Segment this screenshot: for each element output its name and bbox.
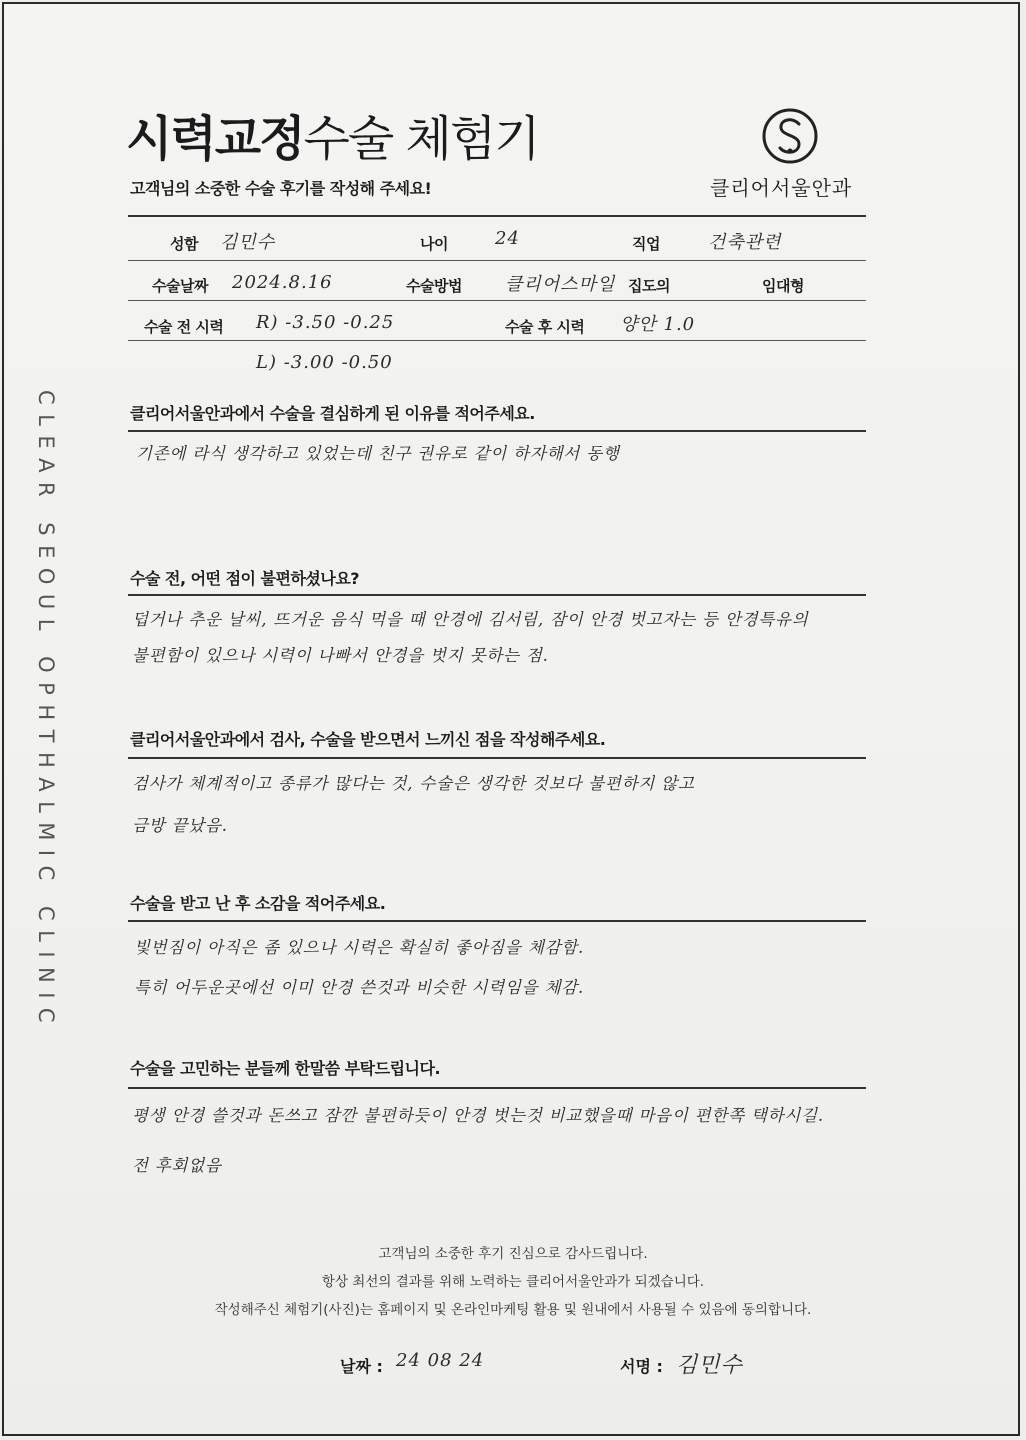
question-4-rule: [128, 920, 866, 922]
clinic-logo-icon: [760, 106, 820, 166]
date-value: 2024.8.16: [232, 272, 333, 293]
date-label: 수술날짜: [152, 277, 208, 295]
pre-vision-label: 수술 전 시력: [144, 318, 224, 336]
method-label: 수술방법: [406, 277, 462, 295]
signature-label: 서명 :: [620, 1357, 663, 1376]
footer-line-2: 항상 최선의 결과를 위해 노력하는 클리어서울안과가 되겠습니다.: [321, 1274, 705, 1290]
form-rule-3: [128, 340, 866, 341]
post-vision-label: 수술 후 시력: [505, 318, 585, 336]
post-vision-value: 양안 1.0: [620, 314, 696, 335]
question-5-title: 수술을 고민하는 분들께 한말씀 부탁드립니다.: [130, 1059, 441, 1078]
method-value: 클리어스마일: [505, 274, 616, 295]
job-value: 건축관련: [708, 232, 782, 253]
question-3-title: 클리어서울안과에서 검사, 수술을 받으면서 느끼신 점을 작성해주세요.: [130, 730, 606, 749]
question-5-rule: [128, 1087, 866, 1089]
page-subtitle: 고객님의 소중한 수술 후기를 작성해 주세요!: [130, 179, 432, 198]
age-value: 24: [495, 228, 520, 249]
question-4-answer-line: 특히 어두운곳에선 이미 안경 쓴것과 비슷한 시력임을 체감.: [134, 978, 585, 997]
signature-value: 김민수: [676, 1353, 743, 1378]
form-top-rule: [128, 215, 866, 217]
age-label: 나이: [420, 235, 448, 253]
title-bold: 시력교정: [126, 111, 304, 167]
name-label: 성함: [170, 235, 198, 253]
question-4-answer-line: 빛번짐이 아직은 좀 있으나 시력은 확실히 좋아짐을 체감함.: [134, 938, 585, 957]
question-1-title: 클리어서울안과에서 수술을 결심하게 된 이유를 적어주세요.: [130, 404, 535, 423]
pre-vision-left: L) -3.00 -0.50: [256, 352, 393, 373]
pre-vision-right: R) -3.50 -0.25: [256, 312, 395, 333]
document-frame: [2, 2, 1020, 1436]
question-2-answer-line: 불편함이 있으나 시력이 나빠서 안경을 벗지 못하는 점.: [132, 646, 549, 665]
footer-line-3: 작성해주신 체험기(사진)는 홈페이지 및 온라인마케팅 활용 및 원내에서 사용될 수 있음에 동의합니다.: [214, 1302, 812, 1318]
question-5-answer-line: 평생 안경 쓸것과 돈쓰고 잠깐 불편하듯이 안경 벗는것 비교했을때 마음이 편한쪽 택하시길.: [132, 1106, 824, 1125]
origin-label: 집도의: [628, 277, 670, 295]
question-5-answer-line: 전 후회없음: [132, 1156, 222, 1175]
form-rule-2: [128, 300, 866, 301]
question-2-title: 수술 전, 어떤 점이 불편하셨나요?: [130, 569, 360, 588]
footer-line-1: 고객님의 소중한 후기 진심으로 감사드립니다.: [378, 1246, 648, 1262]
form-rule-1: [128, 260, 866, 261]
date-footer-value: 24 08 24: [396, 1350, 485, 1371]
question-3-answer-line: 금방 끝났음.: [132, 816, 228, 835]
question-2-answer-line: 덥거나 추운 날씨, 뜨거운 음식 먹을 때 안경에 김서림, 잠이 안경 벗고자는 등 안경특유의: [132, 610, 809, 629]
question-2-rule: [128, 594, 866, 596]
question-1-answer-line: 기존에 라식 생각하고 있었는데 친구 권유로 같이 하자해서 동행: [136, 444, 620, 463]
clinic-logo-text: 클리어서울안과: [710, 176, 853, 200]
side-clinic-name: CLEAR SEOUL OPHTHALMIC CLINIC: [34, 390, 58, 1033]
question-3-answer-line: 검사가 체계적이고 종류가 많다는 것, 수술은 생각한 것보다 불편하지 않고: [132, 774, 695, 793]
title-light: 수술 체험기: [303, 111, 539, 167]
name-value: 김민수: [220, 232, 276, 253]
date-footer-label: 날짜 :: [340, 1357, 383, 1376]
lens-label: 임대형: [762, 277, 804, 295]
page-title: [126, 100, 539, 169]
question-1-rule: [128, 430, 866, 432]
question-4-title: 수술을 받고 난 후 소감을 적어주세요.: [130, 894, 386, 913]
question-3-rule: [128, 757, 866, 759]
job-label: 직업: [632, 235, 660, 253]
